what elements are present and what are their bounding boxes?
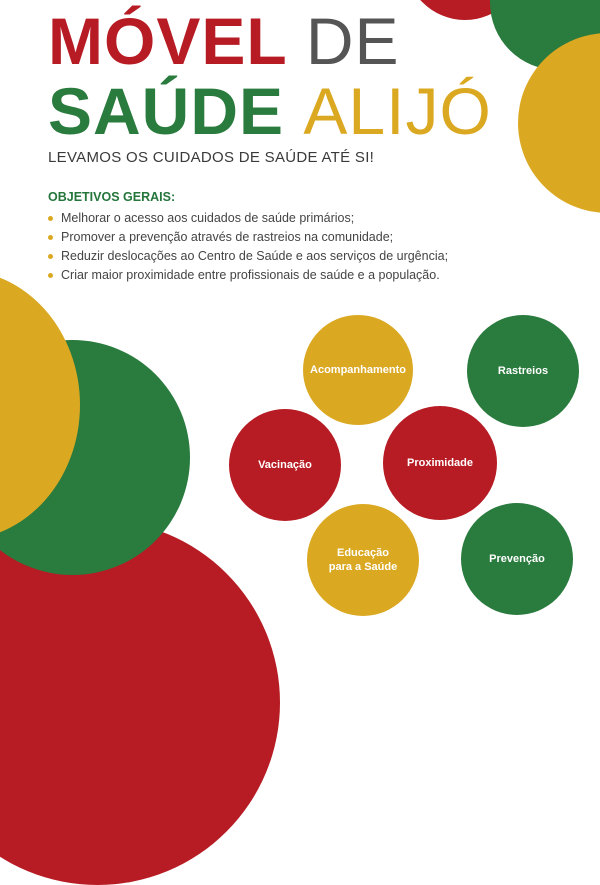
topic-label: Educação: [337, 547, 389, 559]
objective-text: Reduzir deslocações ao Centro de Saúde e aos serviços de urgência;: [61, 249, 449, 263]
title-saude: SAÚDE: [48, 74, 285, 148]
bullet-icon: [48, 235, 53, 240]
topic-label: Prevenção: [489, 553, 545, 565]
objectives-list: [48, 209, 448, 285]
topic-label: Rastreios: [497, 365, 549, 377]
bullet-icon: [48, 216, 53, 221]
title-alijo: ALIJÓ: [303, 74, 492, 148]
decor-circle-red-bottom: [0, 520, 280, 885]
objectives-heading: OBJETIVOS GERAIS:: [48, 190, 176, 204]
objective-text: Criar maior proximidade entre profissionais de saúde e a população.: [61, 268, 440, 282]
objective-item: [48, 247, 448, 266]
topic-prevencao: [461, 503, 573, 615]
bullet-icon: [48, 254, 53, 259]
topic-label: Proximidade: [406, 457, 474, 469]
title-line-1: [48, 4, 400, 78]
objective-item: [48, 266, 448, 285]
topic-vacinacao: [229, 409, 341, 521]
title-de: DE: [305, 4, 400, 78]
topic-label-wrap: [329, 546, 397, 574]
title-line-2: [48, 74, 492, 148]
topic-rastreios: [467, 315, 579, 427]
topic-acompanhamento: [303, 315, 413, 425]
title-movel: MÓVEL: [48, 4, 287, 78]
bullet-icon: [48, 273, 53, 278]
objective-text: Melhorar o acesso aos cuidados de saúde primários;: [61, 211, 355, 225]
objective-item: [48, 209, 448, 228]
topic-label: Vacinação: [258, 459, 312, 471]
objective-item: [48, 228, 448, 247]
topic-label: para a Saúde: [328, 561, 398, 573]
subtitle: LEVAMOS OS CUIDADOS DE SAÚDE ATÉ SI!: [48, 149, 375, 166]
objective-text: Promover a prevenção através de rastreios na comunidade;: [61, 230, 394, 244]
topic-proximidade: [383, 406, 497, 520]
topic-label: Acompanhamento: [310, 364, 406, 376]
topic-educacao: [307, 504, 419, 616]
